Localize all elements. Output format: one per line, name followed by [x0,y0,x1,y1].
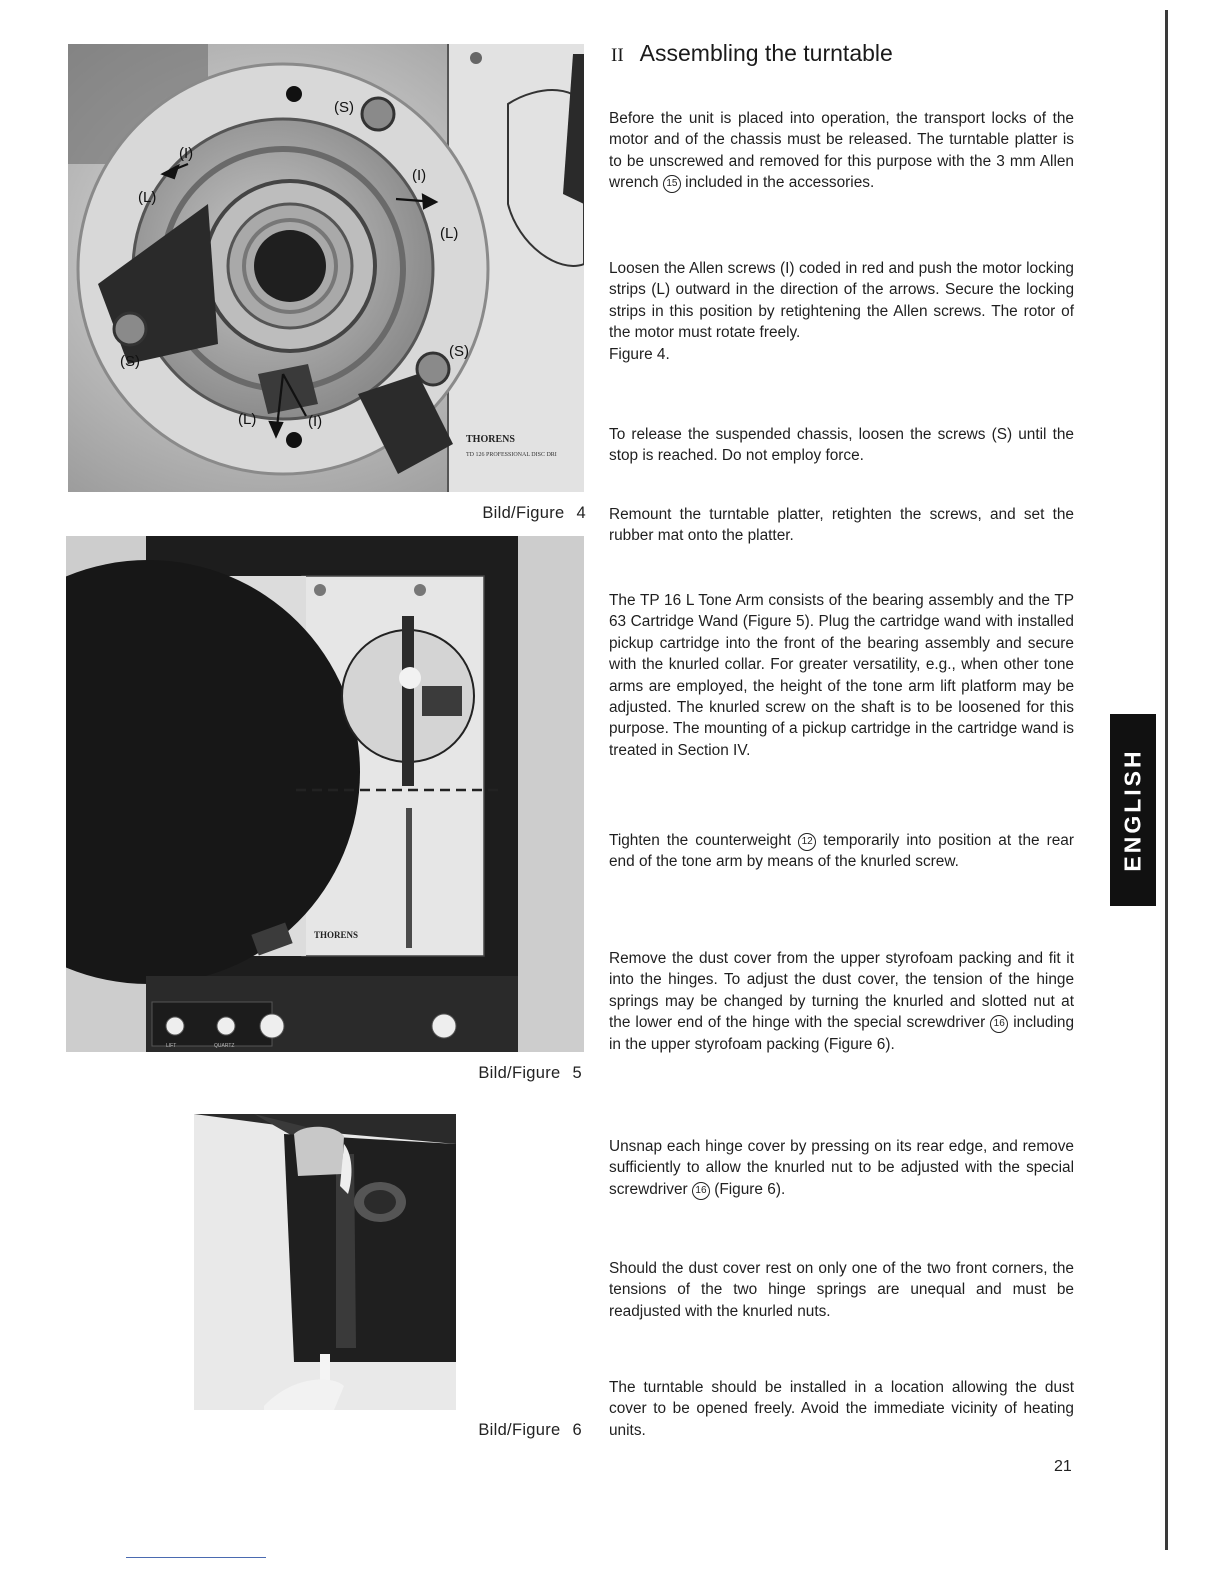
paragraph-text: (Figure 6). [709,1180,786,1198]
section-heading [611,40,893,67]
figure-4-brand: THORENS [466,434,515,445]
paragraph-counterweight [609,830,1074,873]
paragraph-dust-cover [609,948,1074,1055]
figure-5-caption-label: Bild/Figure [478,1064,561,1082]
section-title: Assembling the turntable [639,40,893,66]
paragraph-hinge-tension [609,1258,1074,1322]
figure-4-callout: (I) [412,167,427,184]
figure-5-caption [62,1064,582,1083]
paragraph-remount-platter [609,504,1074,547]
language-tab-label: ENGLISH [1119,748,1146,872]
paragraph-text: including in the upper styrofoam packing (Figure 6). [609,1014,1074,1053]
paragraph-text: Loosen the Allen screws (I) coded in red and push the motor locking strips (L) outward in the direction of the arrows. Secure the locking strips in this position by retightening the Allen screws. The rotor of the motor must rotate freely. [609,260,1074,342]
paragraph-text: Unsnap each hinge cover by pressing on its rear edge, and remove sufficiently to allow the knurled nut to be adjusted with the special screwdriver [609,1138,1074,1198]
paragraph-text: included in the accessories. [680,174,875,192]
figure-4-callout: (I) [308,413,323,430]
paragraph-text: Should the dust cover rest on only one of the two front corners, the tensions of the two hinge springs are unequal and must be readjusted with the knurled nuts. [609,1260,1074,1320]
language-tab [1110,714,1156,906]
section-number: II [611,45,624,66]
paragraph-text: To release the suspended chassis, loosen the screws (S) until the stop is reached. Do not employ force. [609,426,1074,465]
figure-6-caption-number: 6 [572,1421,582,1439]
figure-5-caption-number: 5 [572,1064,582,1082]
paragraph-text: Before the unit is placed into operation, the transport locks of the motor and of the chassis must be released. The turntable platter is to be unscrewed and removed for this purpose with the 3 mm Allen wrench [609,110,1074,192]
paragraph-text: The TP 16 L Tone Arm consists of the bearing assembly and the TP 63 Cartridge Wand (Figure 5). Plug the cartridge wand with installed pickup cartridge into the front of the bearing assembly and secure with the knurled collar. For greater versatility, e.g., when other tone arms are employed, the height of the tone arm lift platform may be adjusted. The knurled screw on the shaft is to be loosened for this purpose. The mounting of a pickup cartridge in the cartridge wand is treated in Section IV. [609,592,1074,759]
paragraph-figure-ref: Figure 4. [609,345,670,363]
page-number: 21 [1054,1458,1072,1475]
paragraph-text: temporarily into position at the rear end of the tone arm by means of the knurled screw. [609,832,1074,871]
figure-5-knob-label: QUARTZ [214,1043,235,1049]
paragraph-text: Remove the dust cover from the upper styrofoam packing and fit it into the hinges. To adjust the dust cover, the tension of the hinge springs may be changed by turning the knurled and slotted nut at the lower end of the hinge with the special screwdriver [609,950,1074,1032]
paragraph-tone-arm [609,590,1074,761]
footer-rule [126,1557,266,1558]
paragraph-text: Tighten the counterweight [609,832,799,849]
part-number-badge: 16 [692,1182,710,1200]
paragraph-motor-locking-strips [609,258,1074,365]
figure-5-photo [66,536,584,1052]
paragraph-location [609,1377,1074,1441]
figure-4-callout: (L) [138,189,157,206]
figure-4-caption-number: 4 [576,504,586,522]
figure-4-callout: (L) [238,411,257,428]
figure-4-callout: (I) [179,145,194,162]
figure-4-callout: (S) [449,343,469,360]
figure-5-knob-label: LIFT [166,1043,177,1049]
figure-4-callout: (S) [334,99,354,116]
page-edge-shadow [1165,10,1168,1550]
paragraph-release-transport-locks [609,108,1074,194]
paragraph-suspended-chassis [609,424,1074,467]
part-number-badge: 15 [663,175,681,193]
figure-4-callout: (L) [440,225,459,242]
figure-6-caption [62,1421,582,1440]
figure-4-model: TD 126 PROFESSIONAL DISC DRI [466,452,557,458]
figure-4-callout: (S) [120,353,140,370]
figure-6-caption-label: Bild/Figure [478,1421,561,1439]
part-number-badge: 12 [798,833,816,851]
figure-4-photo [68,44,584,492]
paragraph-text: The turntable should be installed in a location allowing the dust cover to be opened freely. Avoid the immediate vicinity of heating units. [609,1379,1074,1439]
paragraph-hinge-cover [609,1136,1074,1200]
figure-4-caption [66,504,586,523]
part-number-badge: 16 [990,1015,1008,1033]
paragraph-text: Remount the turntable platter, retighten the screws, and set the rubber mat onto the platter. [609,506,1074,545]
figure-5-brand: THORENS [314,930,359,940]
figure-6-photo [194,1114,456,1410]
figure-4-caption-label: Bild/Figure [482,504,565,522]
